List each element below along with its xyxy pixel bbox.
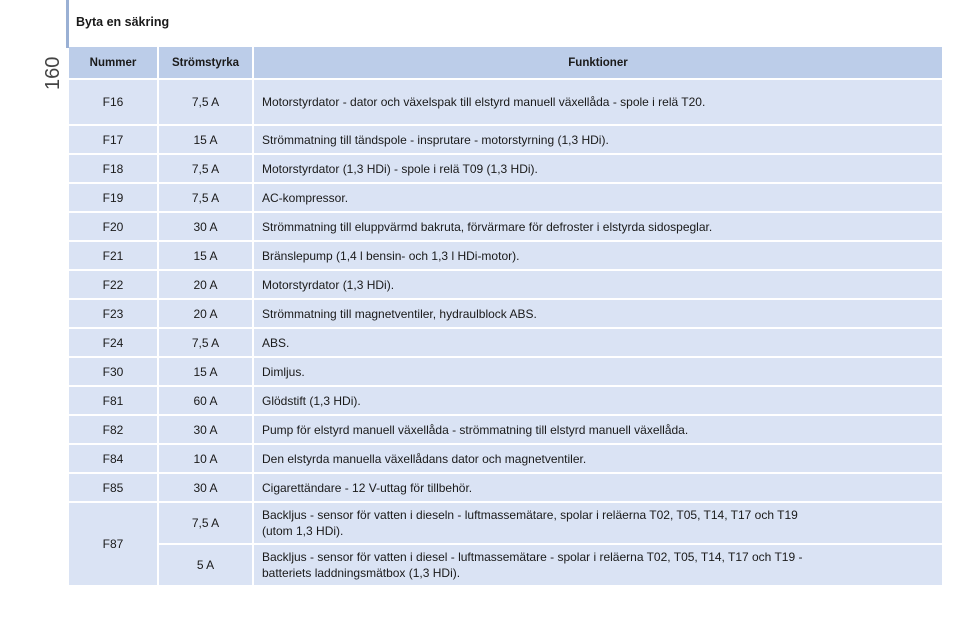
fuse-function-cell: Den elstyrda manuella växellådans dator och magnetventiler.: [254, 445, 942, 474]
fuse-number-cell: F82: [69, 416, 159, 445]
table-row: [69, 545, 942, 587]
table-row: [69, 329, 942, 358]
fuse-number-cell: F22: [69, 271, 159, 300]
fuse-current-cell: 30 A: [159, 474, 254, 503]
section-title: Byta en säkring: [76, 15, 170, 29]
fuse-function-cell: Strömmatning till eluppvärmd bakruta, förvärmare för defroster i elstyrda sidospeglar.: [254, 213, 942, 242]
fuse-number-cell: F24: [69, 329, 159, 358]
fuse-function-cell: Motorstyrdator - dator och växelspak till elstyrd manuell växellåda - spole i relä T20.: [254, 80, 942, 126]
fuse-number-cell: F85: [69, 474, 159, 503]
header-number: Nummer: [69, 47, 159, 80]
table-row: [69, 445, 942, 474]
table-row: [69, 416, 942, 445]
fuse-current-cell: 7,5 A: [159, 503, 254, 545]
table-row: [69, 503, 942, 545]
fuse-current-cell: 7,5 A: [159, 155, 254, 184]
table-row: [69, 358, 942, 387]
fuse-current-cell: 60 A: [159, 387, 254, 416]
fuse-current-cell: 5 A: [159, 545, 254, 587]
fuse-number-cell: F19: [69, 184, 159, 213]
fuse-number-cell: F81: [69, 387, 159, 416]
table-row: [69, 126, 942, 155]
fuse-number-cell: F30: [69, 358, 159, 387]
fuse-table: [69, 47, 942, 587]
fuse-current-cell: 7,5 A: [159, 329, 254, 358]
fuse-current-cell: 20 A: [159, 271, 254, 300]
table-row: [69, 242, 942, 271]
fuse-current-cell: 10 A: [159, 445, 254, 474]
fuse-function-cell: Pump för elstyrd manuell växellåda - strömmatning till elstyrd manuell växellåda.: [254, 416, 942, 445]
table-row: [69, 213, 942, 242]
fuse-current-cell: 7,5 A: [159, 184, 254, 213]
fuse-current-cell: 30 A: [159, 213, 254, 242]
fuse-function-cell: ABS.: [254, 329, 942, 358]
fuse-current-cell: 15 A: [159, 358, 254, 387]
fuse-function-cell: Backljus - sensor för vatten i diesel - luftmassemätare - spolar i reläerna T02, T05, T14, T17 och T19 - batteriets laddningsmätbox (1,3 HDi).: [254, 545, 942, 587]
table-row: [69, 474, 942, 503]
fuse-function-cell: Cigarettändare - 12 V-uttag för tillbehör.: [254, 474, 942, 503]
header-functions: Funktioner: [254, 47, 942, 80]
table-body: [69, 80, 942, 587]
table-row: [69, 271, 942, 300]
fuse-function-cell: Motorstyrdator (1,3 HDi) - spole i relä T09 (1,3 HDi).: [254, 155, 942, 184]
fuse-current-cell: 7,5 A: [159, 80, 254, 126]
table-row: [69, 184, 942, 213]
fuse-function-cell: Bränslepump (1,4 l bensin- och 1,3 l HDi-motor).: [254, 242, 942, 271]
page-number: 160: [42, 56, 64, 90]
fuse-number-cell: F16: [69, 80, 159, 126]
fuse-function-cell: Strömmatning till magnetventiler, hydraulblock ABS.: [254, 300, 942, 329]
fuse-current-cell: 15 A: [159, 126, 254, 155]
fuse-current-cell: 15 A: [159, 242, 254, 271]
fuse-function-cell: Glödstift (1,3 HDi).: [254, 387, 942, 416]
table-row: [69, 80, 942, 126]
fuse-function-cell: Strömmatning till tändspole - insprutare - motorstyrning (1,3 HDi).: [254, 126, 942, 155]
fuse-function-cell: Motorstyrdator (1,3 HDi).: [254, 271, 942, 300]
fuse-number-cell: F21: [69, 242, 159, 271]
table-row: [69, 155, 942, 184]
table-header-row: [69, 47, 942, 80]
fuse-number-cell: F17: [69, 126, 159, 155]
fuse-current-cell: 20 A: [159, 300, 254, 329]
fuse-number-cell: F87: [69, 503, 159, 587]
table-row: [69, 387, 942, 416]
fuse-current-cell: 30 A: [159, 416, 254, 445]
fuse-number-cell: F18: [69, 155, 159, 184]
table-row: [69, 300, 942, 329]
fuse-number-cell: F20: [69, 213, 159, 242]
fuse-function-cell: Dimljus.: [254, 358, 942, 387]
section-marker-bar: [66, 0, 69, 48]
header-current: Strömstyrka: [159, 47, 254, 80]
fuse-function-cell: Backljus - sensor för vatten i dieseln - luftmassemätare, spolar i reläerna T02, T05, T14, T17 och T19 (utom 1,3 HDi).: [254, 503, 942, 545]
fuse-function-cell: AC-kompressor.: [254, 184, 942, 213]
fuse-number-cell: F23: [69, 300, 159, 329]
fuse-number-cell: F84: [69, 445, 159, 474]
